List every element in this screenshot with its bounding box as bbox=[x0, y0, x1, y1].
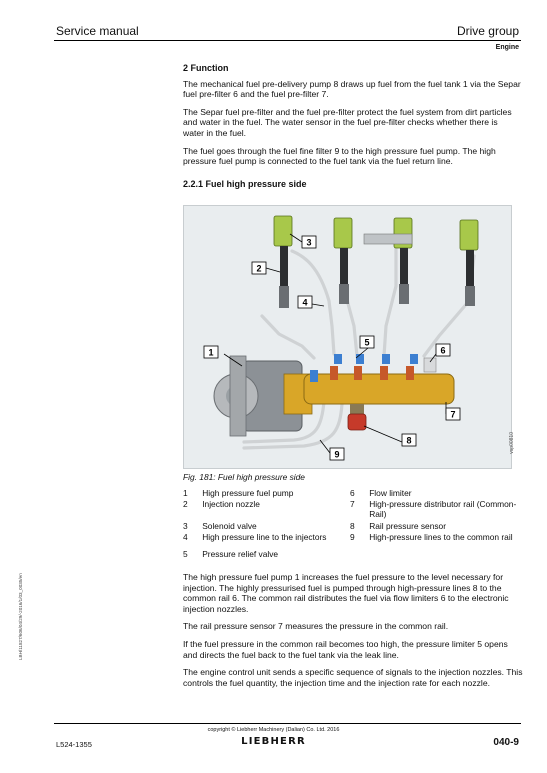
callout-6 bbox=[436, 344, 450, 356]
injector bbox=[460, 220, 478, 306]
callout-8 bbox=[402, 434, 416, 446]
svg-text:8: 8 bbox=[406, 435, 412, 446]
callout-5 bbox=[360, 336, 374, 348]
callout-7 bbox=[446, 408, 460, 420]
copyright: copyright © Liebherr Machinery (Dalian) Co. Ltd. 2016 bbox=[207, 727, 340, 733]
injector bbox=[334, 218, 352, 304]
svg-text:6: 6 bbox=[440, 345, 446, 356]
svg-text:4: 4 bbox=[302, 297, 308, 308]
legend-row: 1 High pressure fuel pump 6 Flow limiter bbox=[183, 488, 412, 498]
svg-text:9: 9 bbox=[334, 449, 340, 460]
function-section bbox=[183, 63, 521, 197]
injectors bbox=[274, 216, 478, 308]
callout-4 bbox=[298, 296, 312, 308]
callout-3 bbox=[302, 236, 316, 248]
figure-code: vsp00810 bbox=[509, 432, 515, 454]
callout-2 bbox=[252, 262, 266, 274]
page-number: 040-9 bbox=[493, 737, 519, 748]
fuel-system-figure bbox=[183, 205, 512, 469]
footer-divider bbox=[54, 723, 521, 724]
figure-caption: Fig. 181: Fuel high pressure side bbox=[183, 472, 305, 482]
header-title: Service manual bbox=[56, 24, 139, 38]
paragraph: The rail pressure sensor 7 measures the pressure in the common rail. bbox=[183, 621, 449, 632]
header-subsection: Engine bbox=[495, 44, 519, 51]
common-rail bbox=[304, 354, 454, 404]
paragraph: The mechanical fuel pre-delivery pump 8 draws up fuel from the fuel tank 1 via the Separ fuel pre-filter 6 and the fuel pre-filter 7. bbox=[183, 78, 521, 100]
callout-9 bbox=[330, 448, 344, 460]
mounting-bracket bbox=[364, 234, 412, 244]
section-heading: 2 Function bbox=[183, 63, 229, 73]
legend-row: 3 Solenoid valve 8 Rail pressure sensor bbox=[183, 520, 446, 531]
injector bbox=[274, 216, 292, 308]
legend-row: 4 High pressure line to the injectors 9 High-pressure lines to the common rail bbox=[183, 531, 513, 542]
svg-text:2: 2 bbox=[256, 263, 262, 274]
paragraph: The Separ fuel pre-filter and the fuel pre-filter protect the fuel system from dirt particles and water in the fuel. The water sensor in the fuel pre-filter checks whether there is water in the fuel. bbox=[183, 106, 512, 138]
paragraph: The fuel goes through the fuel fine filter 9 to the high pressure fuel pump. The high pressure fuel pump is connected to the fuel tank via the fuel return line. bbox=[183, 145, 496, 167]
description-section bbox=[183, 572, 523, 695]
svg-text:1: 1 bbox=[208, 347, 214, 358]
svg-text:7: 7 bbox=[450, 409, 456, 420]
paragraph: If the fuel pressure in the common rail becomes too high, the pressure limiter 5 opens and directs the fuel back to the fuel tank via the leak line. bbox=[183, 638, 508, 660]
paragraph: The high pressure fuel pump 1 increases the fuel pressure to the level necessary for injection. The highly pressurised fuel is pumped through high-pressure lines 8 to the common rail 6. The common rail distributes the fuel via flow limiters 6 to the electronic injection nozzles. bbox=[183, 572, 509, 614]
paragraph: The engine control unit sends a specific sequence of signals to the injection nozzles. This controls the fuel quantity, the injection time and the injection rate for each nozzle. bbox=[183, 667, 523, 688]
svg-text:5: 5 bbox=[364, 337, 370, 348]
liebherr-logo: LIEBHERR bbox=[241, 736, 306, 747]
subsection-heading: 2.2.1 Fuel high pressure side bbox=[183, 178, 307, 189]
svg-text:3: 3 bbox=[306, 237, 312, 248]
rail-pressure-sensor bbox=[348, 404, 366, 430]
legend-row: 2 Injection nozzle 7 High-pressure distributor rail (Common-Rail) bbox=[183, 499, 517, 520]
header-divider bbox=[54, 40, 521, 41]
high-pressure-pump bbox=[214, 356, 312, 436]
figure-legend bbox=[183, 488, 523, 560]
legend-row: 5 Pressure relief valve bbox=[183, 549, 279, 560]
document-code: LBH/11827/606/04/29/-2016/1/03_0035/en bbox=[18, 573, 23, 660]
header-section: Drive group bbox=[456, 24, 519, 38]
fuel-system-illustration bbox=[184, 206, 511, 468]
callout-1 bbox=[204, 346, 218, 358]
model-number: L524-1355 bbox=[56, 740, 92, 749]
